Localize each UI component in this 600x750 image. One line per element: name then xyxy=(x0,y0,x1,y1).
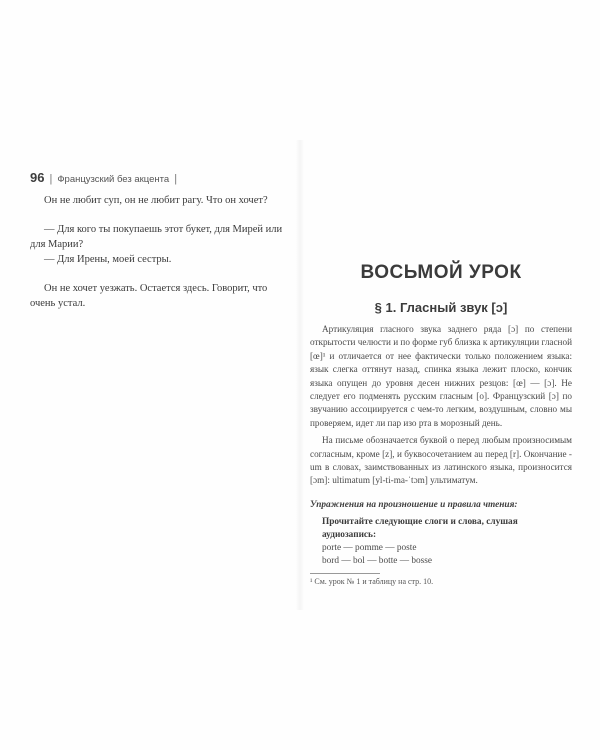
body-paragraph: На письме обозначается буквой o перед любым произносимым согласным, кроме [z], и буквосочетанием au перед [r]. Окончание -um в словах, заимствованных из латинского языка, произносится [ɔm]: ultimatum [yl-ti-ma-ˈtɔm] ультиматум. xyxy=(310,435,572,486)
word-line: bord — bol — botte — bosse xyxy=(322,555,433,566)
dialogue-line: — Для кого ты покупаешь этот букет, для Мирей или для Марии? xyxy=(30,224,283,250)
header-separator-end: | xyxy=(174,173,178,185)
page-number: 96 xyxy=(30,170,45,185)
book-title: Французский без акцента xyxy=(57,174,170,185)
dialogue-line: — Для Ирены, моей сестры. xyxy=(44,254,172,265)
body-paragraph: Артикуляция гласного звука заднего ряда [ɔ] по степени открытости челюсти и по форме губ близка к артикуляции гласной [œ]¹ и отличается от нее фактически только положением языка: язык слегка оттянут назад, спинка языка лежит плоско, кончик языка опущен до уровня десен нижних резцов: [œ] — [ɔ]. Не следует его подменять русским гласным [о]. Французский [ɔ] по звучанию ассоциируется с чем-то легким, воздушным, словно мы проверяем, идет ли пар изо рта в морозный день. xyxy=(310,324,572,428)
left-page xyxy=(30,170,292,311)
exercise-heading: Упражнения на произношение и правила чтения: xyxy=(310,499,518,510)
exercise-task: Прочитайте следующие слоги и слова, слушая аудиозапись: xyxy=(322,516,518,540)
paragraph: Он не любит суп, он не любит рагу. Что он хочет? xyxy=(44,195,268,206)
header-separator: | xyxy=(49,173,53,185)
section-title: § 1. Гласный звук [ɔ] xyxy=(374,300,508,315)
running-header xyxy=(30,170,292,185)
lesson-title: ВОСЬМОЙ УРОК xyxy=(360,262,522,283)
footnote-rule xyxy=(310,573,380,574)
paragraph: Он не хочет уезжать. Остается здесь. Говорит, что очень устал. xyxy=(30,283,268,309)
right-page xyxy=(310,262,572,586)
section-body xyxy=(310,323,572,488)
footnote: ¹ См. урок № 1 и таблицу на стр. 10. xyxy=(310,576,434,586)
word-line: porte — pomme — poste xyxy=(322,542,417,553)
page-gutter xyxy=(296,140,304,610)
